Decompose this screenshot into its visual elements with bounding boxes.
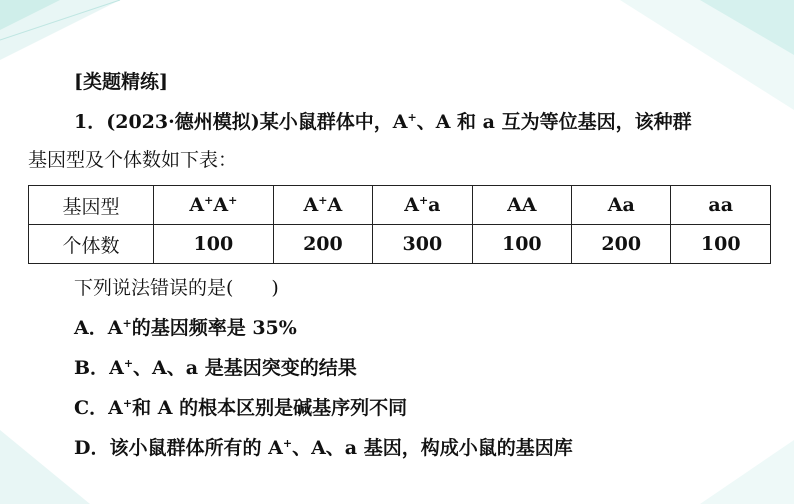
question-source: (2023·德州模拟) bbox=[106, 111, 260, 133]
row-header-genotype: 基因型 bbox=[29, 186, 154, 225]
question-stem-line2: 基因型及个体数如下表： bbox=[28, 149, 238, 171]
question-number: 1． bbox=[74, 111, 107, 133]
genotype-table bbox=[28, 185, 771, 264]
count-cell: 100 bbox=[472, 225, 571, 264]
genotype-cell: A+a bbox=[373, 186, 472, 225]
genotype-cell: A+A bbox=[273, 186, 372, 225]
section-label: [类题精练] bbox=[74, 71, 168, 93]
count-cell: 100 bbox=[154, 225, 274, 264]
count-cell: 100 bbox=[671, 225, 771, 264]
table-row bbox=[29, 186, 771, 225]
question-stem-line1: 1．(2023·德州模拟)某小鼠群体中，A+、A 和 a 互为等位基因，该种群 bbox=[74, 111, 692, 133]
table-row bbox=[29, 225, 771, 264]
option-d[interactable]: D．该小鼠群体所有的 A+、A、a 基因，构成小鼠的基因库 bbox=[74, 437, 573, 459]
genotype-cell: Aa bbox=[572, 186, 671, 225]
row-header-count: 个体数 bbox=[29, 225, 154, 264]
count-cell: 300 bbox=[373, 225, 472, 264]
genotype-cell: A+A+ bbox=[154, 186, 274, 225]
option-b[interactable]: B．A+、A、a 是基因突变的结果 bbox=[74, 357, 357, 379]
option-c[interactable]: C．A+和 A 的根本区别是碱基序列不同 bbox=[74, 397, 408, 419]
count-cell: 200 bbox=[273, 225, 372, 264]
question-prompt: 下列说法错误的是( ) bbox=[74, 277, 279, 299]
genotype-cell: aa bbox=[671, 186, 771, 225]
count-cell: 200 bbox=[572, 225, 671, 264]
genotype-cell: AA bbox=[472, 186, 571, 225]
option-a[interactable]: A．A+的基因频率是 35% bbox=[74, 317, 297, 339]
